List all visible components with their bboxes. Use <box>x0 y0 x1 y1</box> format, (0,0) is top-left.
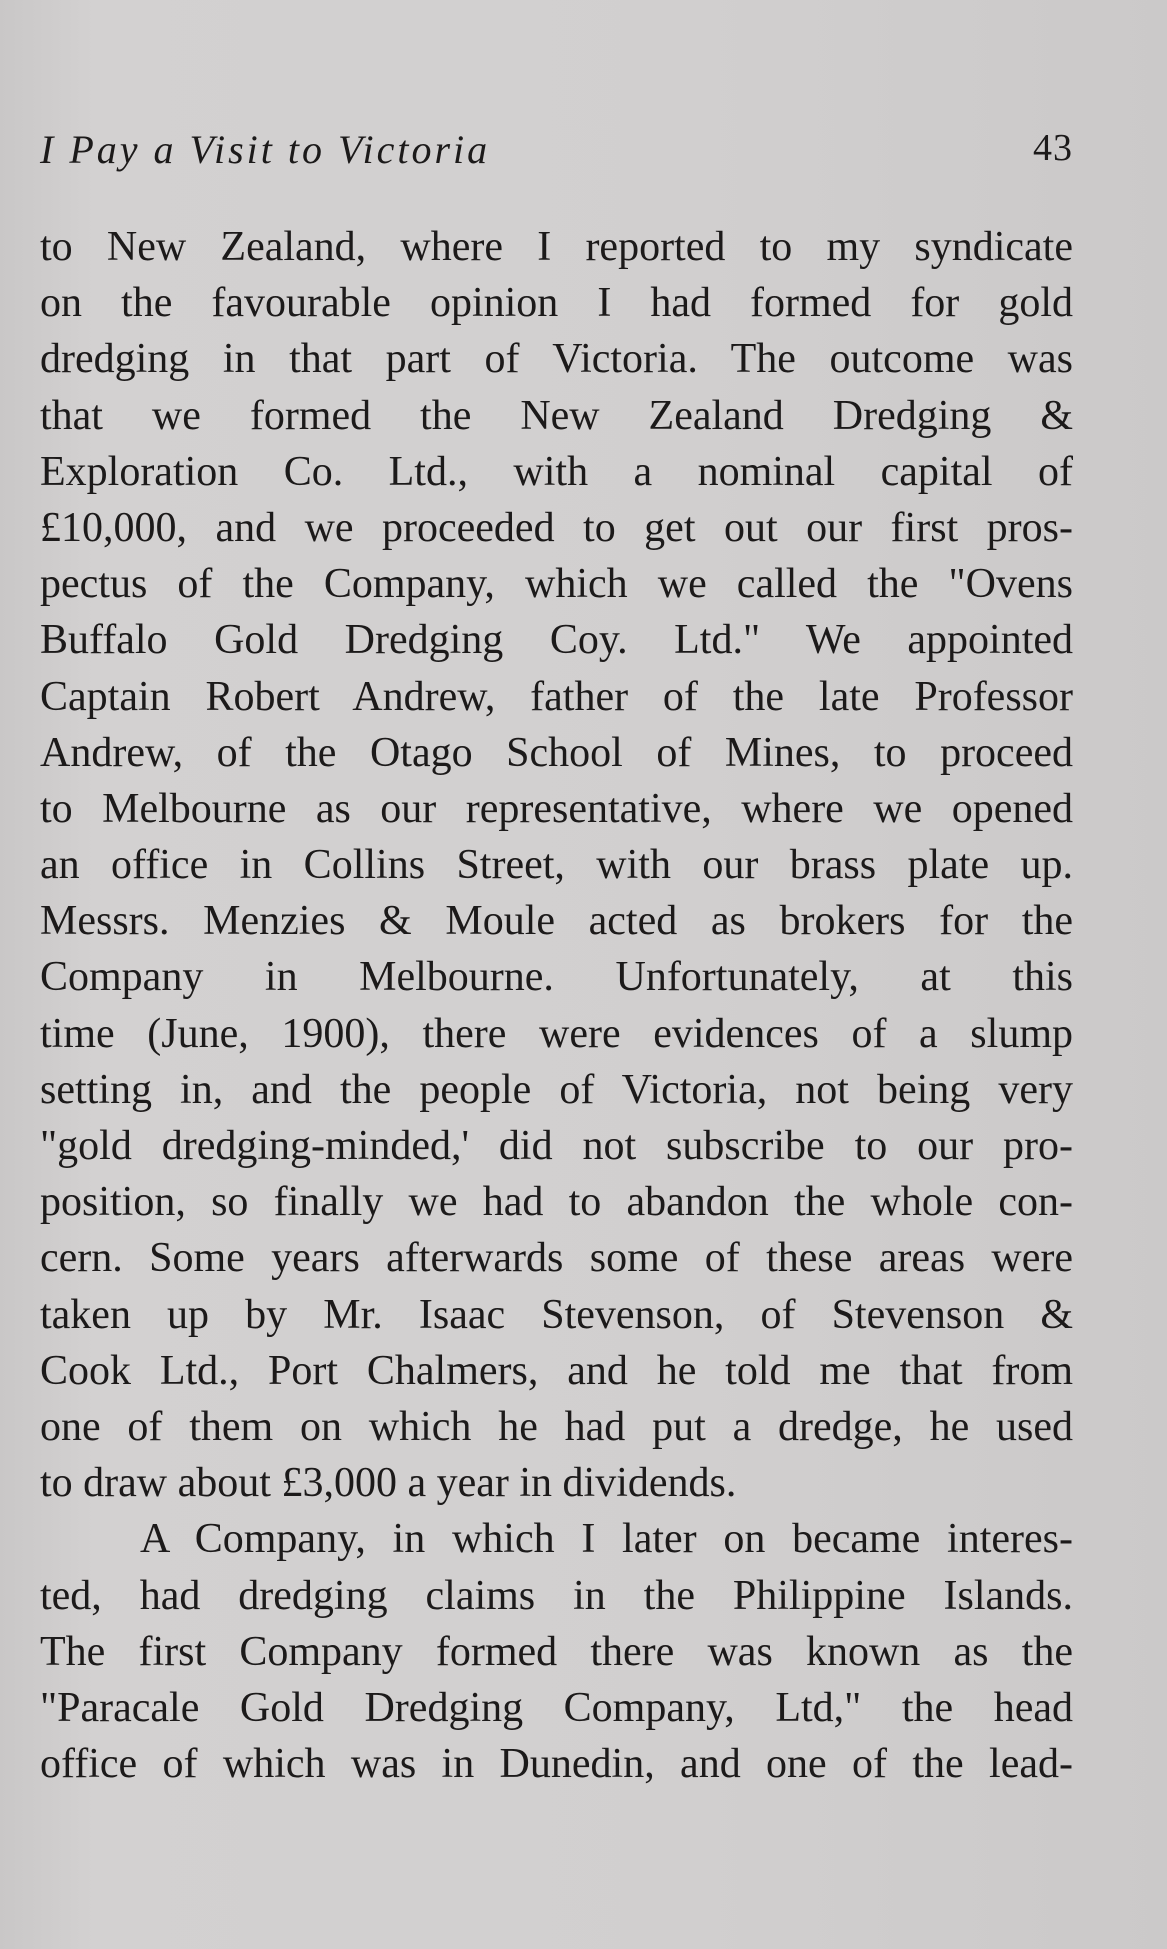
paragraph-end-line: to draw about £3,000 a year in dividends. <box>40 1460 737 1507</box>
paragraph-start-line: A Company, in which I later on became interes- <box>140 1516 1073 1563</box>
text-line: Captain Robert Andrew, father of the late Professor <box>40 673 1073 720</box>
text-line: pectus of the Company, which we called the "Ovens <box>40 561 1073 608</box>
page-number: 43 <box>1033 127 1073 169</box>
text-line: Andrew, of the Otago School of Mines, to proceed <box>40 729 1073 776</box>
running-head <box>40 126 1073 176</box>
text-line: The first Company formed there was known as the <box>40 1628 1073 1675</box>
text-line: position, so finally we had to abandon the whole con- <box>40 1179 1073 1226</box>
body-text <box>40 219 1073 1792</box>
text-line: cern. Some years afterwards some of these areas were <box>40 1235 1073 1282</box>
text-line: on the favourable opinion I had formed for gold <box>40 280 1073 327</box>
text-line: time (June, 1900), there were evidences of a slump <box>40 1010 1073 1057</box>
text-line: ted, had dredging claims in the Philippine Islands. <box>40 1572 1073 1619</box>
text-line: "Paracale Gold Dredging Company, Ltd," the head <box>40 1684 1073 1731</box>
text-line: Messrs. Menzies & Moule acted as brokers for the <box>40 898 1073 945</box>
text-line: to Melbourne as our representative, where we opened <box>40 785 1073 832</box>
text-line: Company in Melbourne. Unfortunately, at this <box>40 954 1073 1001</box>
text-line: Buffalo Gold Dredging Coy. Ltd." We appointed <box>40 617 1073 664</box>
text-line: Cook Ltd., Port Chalmers, and he told me that from <box>40 1347 1073 1394</box>
text-line: dredging in that part of Victoria. The outcome was <box>40 336 1073 383</box>
text-line: taken up by Mr. Isaac Stevenson, of Stevenson & <box>40 1291 1073 1338</box>
text-line: one of them on which he had put a dredge, he used <box>40 1403 1073 1450</box>
text-line: office of which was in Dunedin, and one of the lead- <box>40 1741 1073 1788</box>
text-line: £10,000, and we proceeded to get out our first pros- <box>40 504 1073 551</box>
text-line: Exploration Co. Ltd., with a nominal capital of <box>40 448 1073 495</box>
text-line: that we formed the New Zealand Dredging & <box>40 392 1073 439</box>
text-line: to New Zealand, where I reported to my syndicate <box>40 224 1073 270</box>
text-line: an office in Collins Street, with our brass plate up. <box>40 842 1073 889</box>
chapter-title: I Pay a Visit to Victoria <box>40 127 491 172</box>
text-line: "gold dredging-minded,' did not subscribe to our pro- <box>40 1123 1073 1169</box>
text-line: setting in, and the people of Victoria, not being very <box>40 1066 1073 1113</box>
